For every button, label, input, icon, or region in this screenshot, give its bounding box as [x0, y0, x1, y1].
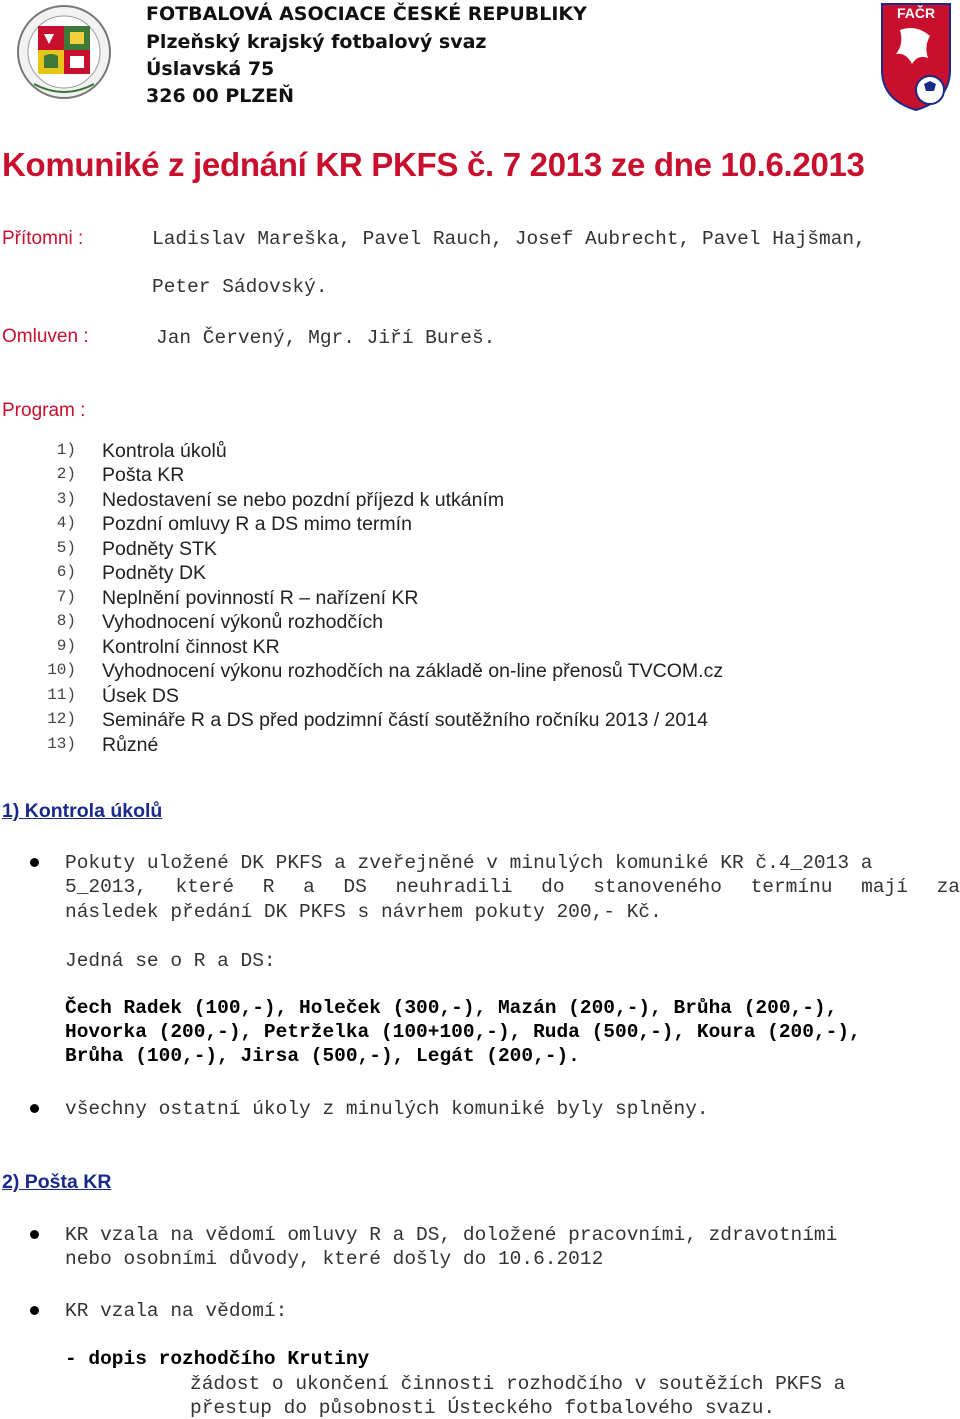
present-names-line2: Peter Sádovský. [152, 276, 328, 298]
program-item-number: 12) [47, 710, 76, 728]
tasks-completed-text: všechny ostatní úkoly z minulých komuniké byly splněny. [65, 1098, 709, 1120]
referee-letter-line: žádost o ukončení činnosti rozhodčího v soutěžích PKFS a [190, 1373, 846, 1395]
header-org-name: FOTBALOVÁ ASOCIACE ČESKÉ REPUBLIKY [146, 3, 587, 25]
program-item-number: 6) [56, 563, 76, 581]
fines-paragraph-text: 5_2013, které R a DS neuhradili do stanoveného termínu mají za [65, 876, 960, 898]
program-item-number: 3) [56, 490, 76, 508]
program-item [40, 538, 217, 563]
program-item-text: Neplnění povinností R – nařízení KR [102, 587, 419, 609]
program-item [40, 562, 207, 587]
fines-paragraph-line [65, 852, 872, 874]
excuses-text-line: nebo osobními důvody, které došly do 10.6.2012 [65, 1248, 604, 1270]
excuses-text-line: KR vzala na vědomí omluvy R a DS, doložené pracovními, zdravotními [65, 1224, 838, 1246]
program-item [40, 685, 179, 710]
program-item-number: 8) [56, 612, 76, 630]
fines-list-line: Čech Radek (100,-), Holeček (300,-), Mazán (200,-), Brůha (200,-), [65, 997, 838, 1019]
present-names-line1: Ladislav Mareška, Pavel Rauch, Josef Aubrecht, Pavel Hajšman, [152, 228, 866, 250]
bullet-icon [30, 1306, 39, 1315]
program-item-text: Podněty DK [102, 562, 207, 584]
program-item-number: 10) [47, 661, 76, 679]
bullet-icon [30, 1230, 39, 1239]
program-item [40, 636, 280, 661]
header-regional-union: Plzeňský krajský fotbalový svaz [146, 31, 487, 53]
program-item-text: Vyhodnocení výkonu rozhodčích na základě on-line přenosů TVCOM.cz [102, 660, 724, 682]
section-heading-task-control: 1) Kontrola úkolů [2, 800, 163, 822]
program-item-text: Semináře R a DS před podzimní částí soutěžního ročníku 2013 / 2014 [102, 709, 708, 731]
program-item [40, 660, 724, 685]
program-item-number: 13) [47, 735, 76, 753]
page-title: Komuniké z jednání KR PKFS č. 7 2013 ze dne 10.6.2013 [2, 146, 865, 183]
program-label: Program : [2, 400, 86, 421]
program-item-number: 9) [56, 637, 76, 655]
referees-subheading: Jedná se o R a DS: [65, 950, 276, 972]
program-item [40, 489, 505, 514]
program-item-text: Pozdní omluvy R a DS mimo termín [102, 513, 412, 535]
program-item-number: 2) [56, 465, 76, 483]
program-item-number: 1) [56, 441, 76, 459]
bullet-icon [30, 858, 39, 867]
program-item-text: Podněty STK [102, 538, 217, 560]
fines-paragraph-text: následek předání DK PKFS s návrhem pokuty 200,- Kč. [65, 901, 662, 923]
excused-names: Jan Červený, Mgr. Jiří Bureš. [156, 327, 496, 349]
program-item-text: Vyhodnocení výkonů rozhodčích [102, 611, 384, 633]
excused-label: Omluven : [2, 326, 89, 347]
header-city: 326 00 PLZEŇ [146, 85, 295, 107]
header-street: Úslavská 75 [146, 58, 275, 80]
program-item [40, 513, 412, 538]
program-item [40, 440, 227, 465]
program-item-number: 7) [56, 588, 76, 606]
program-item-number: 11) [47, 686, 76, 704]
program-item-text: Různé [102, 734, 159, 756]
fines-list-line: Hovorka (200,-), Petrželka (100+100,-), Ruda (500,-), Koura (200,-), [65, 1021, 861, 1043]
program-item-number: 5) [56, 539, 76, 557]
program-item-text: Pošta KR [102, 464, 185, 486]
referee-letter-line: přestup do působnosti Ústeckého fotbalového svazu. [190, 1397, 776, 1419]
fines-paragraph-text: Pokuty uložené DK PKFS a zveřejněné v minulých komuniké KR č.4_2013 a [65, 852, 873, 874]
program-item [40, 611, 384, 636]
facr-logo-text: FAČR [896, 5, 936, 21]
program-item [40, 734, 159, 759]
program-item [40, 709, 708, 734]
program-item [40, 587, 419, 612]
section-heading-mail: 2) Pošta KR [2, 1171, 112, 1193]
program-item-text: Nedostavení se nebo pozdní příjezd k utkáním [102, 489, 505, 511]
facr-logo [878, 0, 954, 112]
bullet-icon [30, 1104, 39, 1113]
referee-letter-title: - dopis rozhodčího Krutiny [65, 1348, 370, 1370]
pkfs-crest-logo [14, 4, 114, 100]
program-item-number: 4) [56, 514, 76, 532]
fines-list-line: Brůha (100,-), Jirsa (500,-), Legát (200,-). [65, 1045, 580, 1067]
program-item-text: Kontrolní činnost KR [102, 636, 280, 658]
program-item-text: Kontrola úkolů [102, 440, 227, 462]
present-label: Přítomni : [2, 228, 84, 249]
fines-paragraph-line [65, 901, 662, 923]
acknowledged-text: KR vzala na vědomí: [65, 1300, 288, 1322]
fines-paragraph-line [65, 876, 960, 898]
program-item [40, 464, 185, 489]
program-item-text: Úsek DS [102, 685, 179, 707]
